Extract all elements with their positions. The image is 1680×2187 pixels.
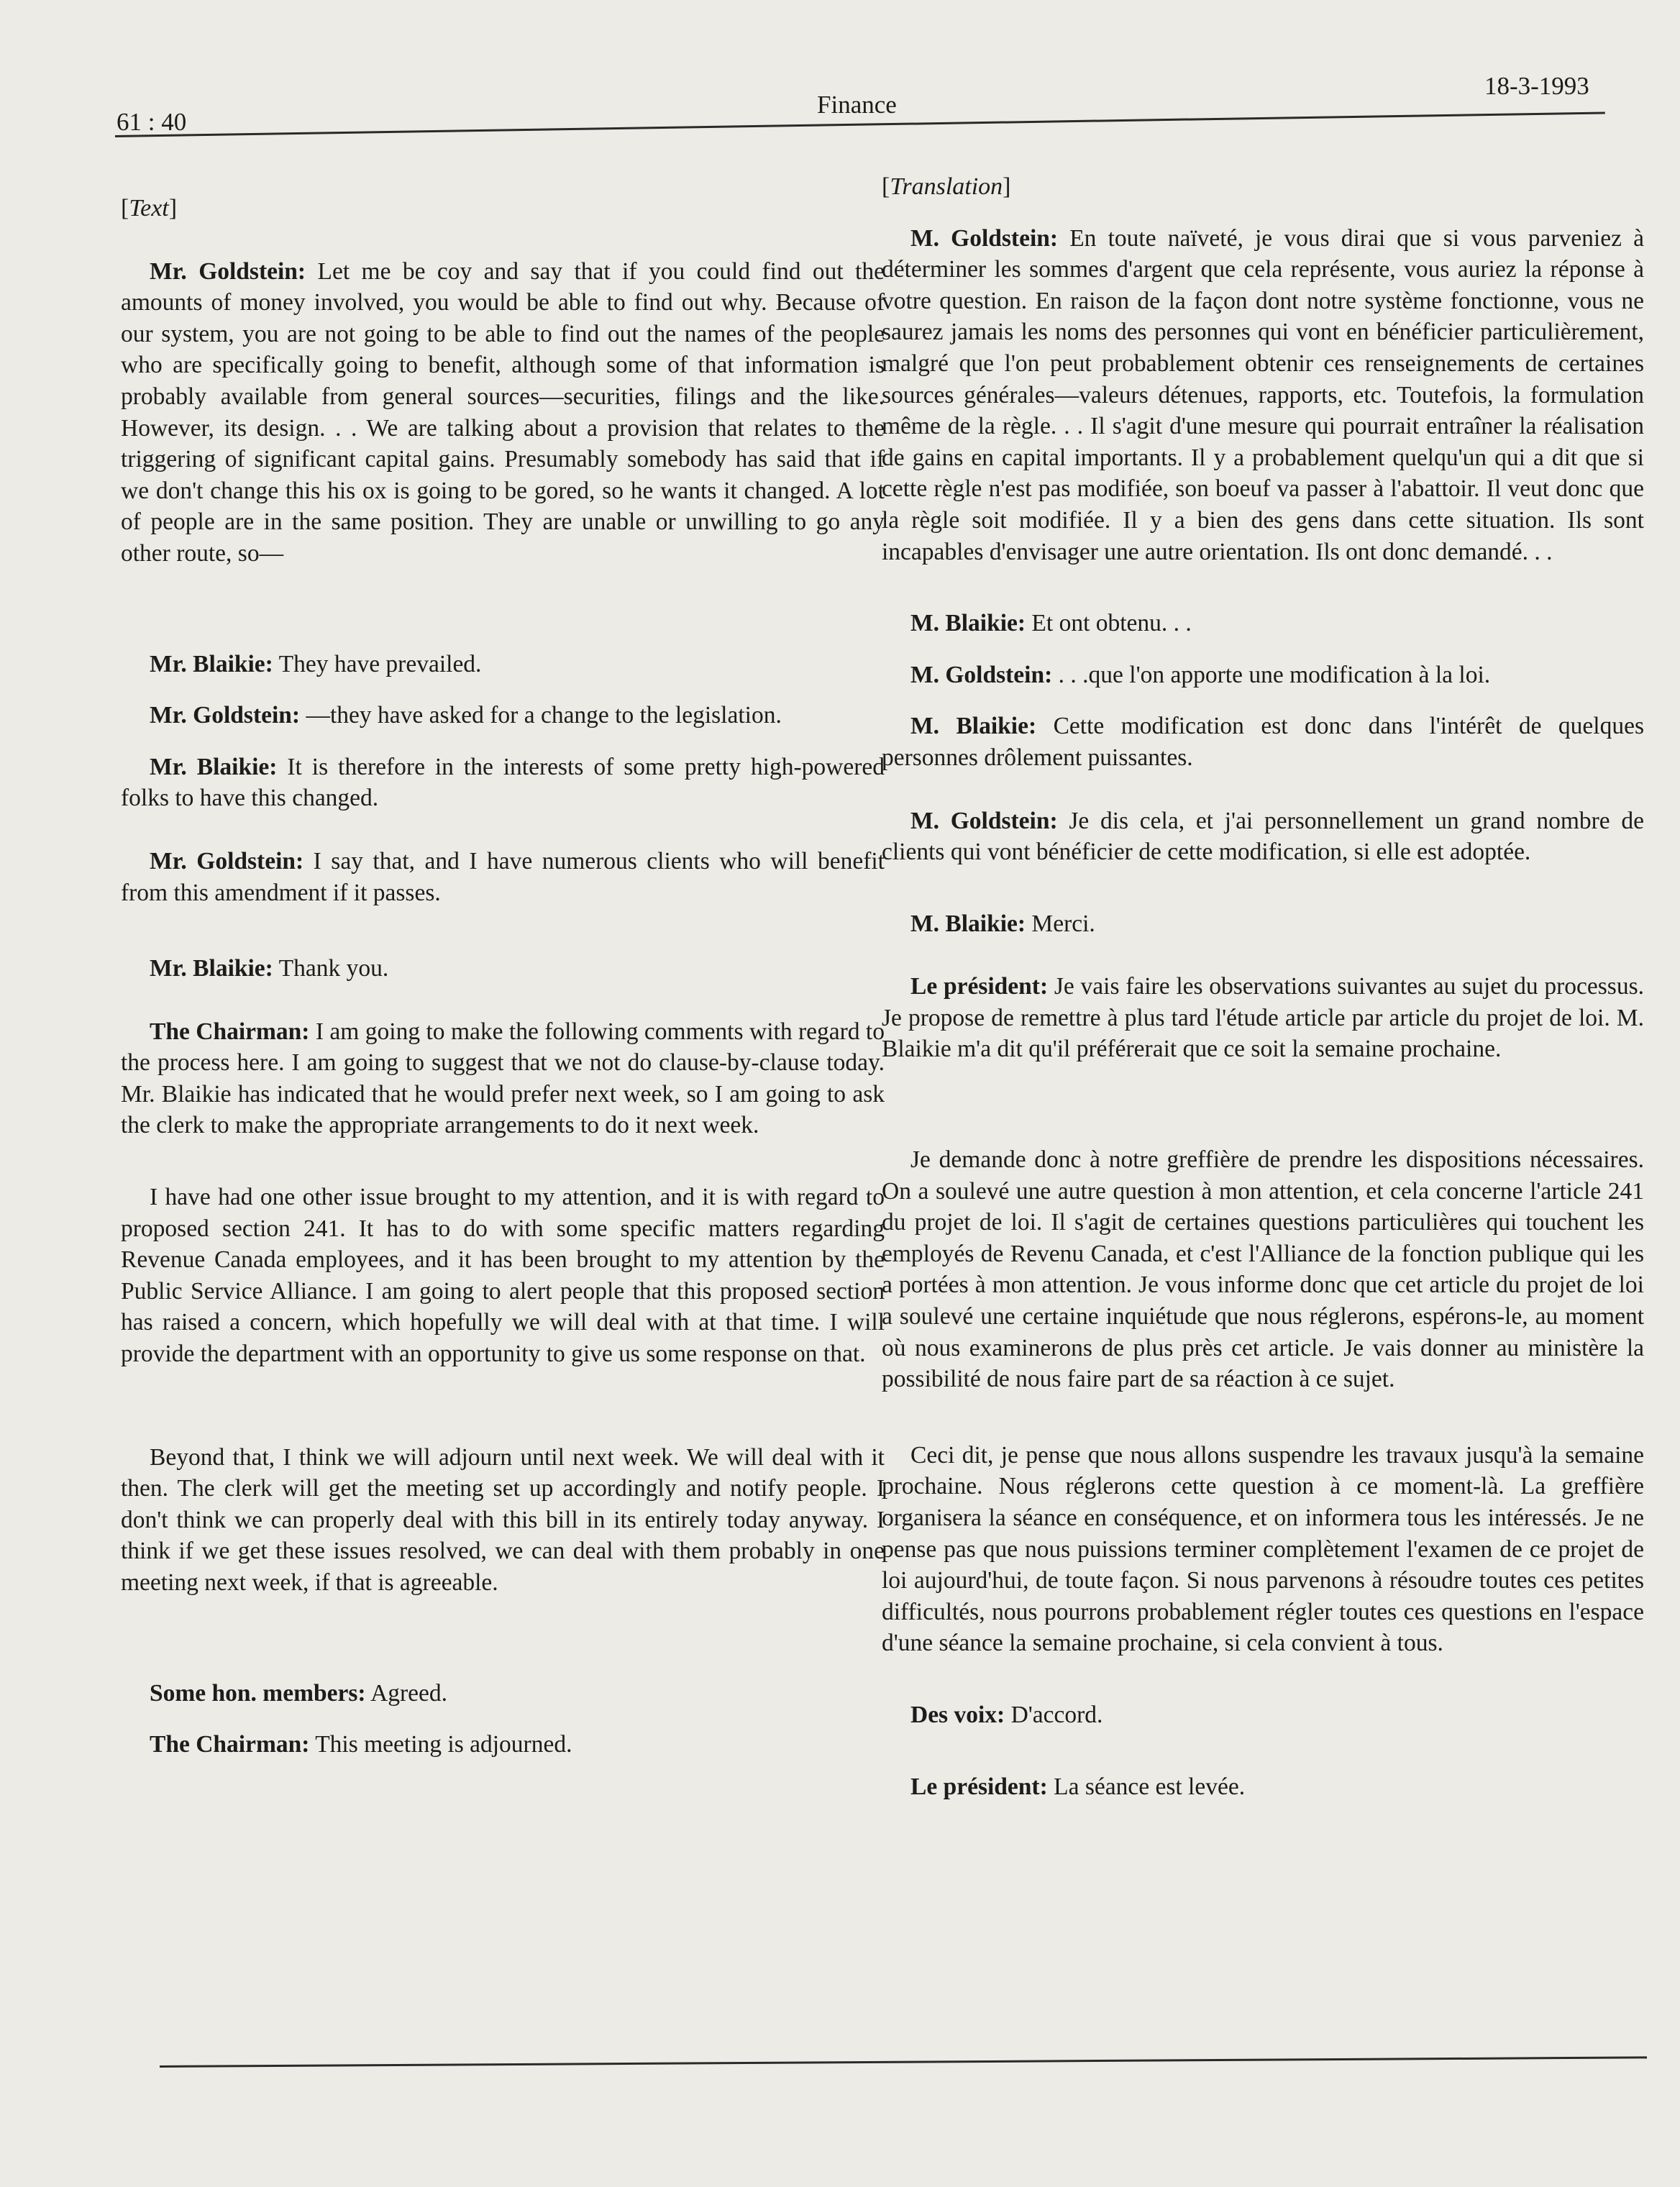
speech-text: Merci. <box>1026 910 1095 937</box>
en-para-4 <box>121 752 885 814</box>
en-para-3 <box>121 700 885 731</box>
fr-para-4 <box>882 711 1644 773</box>
en-para-7 <box>121 1016 885 1141</box>
speech-text: I say that, and I have numerous clients who will benefit from this amendment if it passes. <box>121 847 885 906</box>
speech-text: Je vais faire les observations suivantes au sujet du processus. Je propose de remettre à plus tard l'étude article par article du projet de loi. M. Blaikie m'a dit qu'il préférerait que ce soit la semaine prochaine. <box>882 973 1645 1063</box>
speaker-name: M. Goldstein: <box>910 807 1058 834</box>
en-para-6 <box>121 953 885 985</box>
committee-title: Finance <box>817 91 897 119</box>
speaker-name: M. Blaikie: <box>910 610 1026 637</box>
speaker-name: Some hon. members: <box>150 1679 366 1707</box>
en-para-11 <box>121 1729 885 1761</box>
speech-text: Et ont obtenu. . . <box>1026 610 1192 637</box>
speech-text: I have had one other issue brought to my attention, and it is with regard to proposed section 241. It has to do with some specific matters regarding Revenue Canada employees, and it has been brought to my attention by the Public Service Alliance. I am going to alert people that this proposed section has raised a concern, which hopefully we will deal with at that time. I will provide the department with an opportunity to give us some response on that. <box>121 1184 885 1368</box>
en-para-1 <box>121 256 885 570</box>
page-number: 61 : 40 <box>117 108 187 136</box>
speech-text: D'accord. <box>1005 1701 1103 1728</box>
speaker-name: Mr. Blaikie: <box>150 955 273 982</box>
speaker-name: Mr. Blaikie: <box>150 650 273 677</box>
speaker-name: Mr. Goldstein: <box>150 847 304 875</box>
fr-para-7 <box>882 971 1644 1065</box>
speech-text: This meeting is adjourned. <box>309 1731 572 1758</box>
fr-para-8 <box>882 1144 1644 1395</box>
speaker-name: Mr. Blaikie: <box>150 753 278 780</box>
speaker-name: Mr. Goldstein: <box>150 702 301 729</box>
speech-text: Agreed. <box>365 1679 448 1707</box>
speech-text: It is therefore in the interests of some pretty high-powered folks to have this changed. <box>121 753 885 812</box>
fr-para-9 <box>882 1440 1644 1659</box>
translation-tag: [Translation] <box>882 173 1011 200</box>
french-column <box>882 171 1644 1802</box>
speech-text: Let me be coy and say that if you could find out the amounts of money involved, you would be able to find out why. Because of our system, you are not going to be able to find out the names of the people who are specifically going to benefit, although some of that information is probably available from general sources—securities, filings and the like. However, its design. . . We are talking about a provision that relates to the triggering of significant capital gains. Presumably somebody has said that if we don't change this his ox is going to be gored, so he wants it changed. A lot of people are in the same position. They are unable or unwilling to go any other route, so— <box>121 257 885 567</box>
speech-text: Cette modification est donc dans l'intérêt de quelques personnes drôlement puissantes. <box>882 713 1644 771</box>
fr-para-10 <box>882 1699 1644 1731</box>
speech-text: Je dis cela, et j'ai personnellement un grand nombre de clients qui vont bénéficier de cette modification, si elle est adoptée. <box>882 807 1644 866</box>
speech-text: Beyond that, I think we will adjourn until next week. We will deal with it then. The clerk will get the meeting set up accordingly and notify people. I don't think we can properly deal with this bill in its entirely today anyway. I think if we get these issues resolved, we can deal with them probably in one meeting next week, if that is agreeable. <box>121 1443 885 1596</box>
fr-para-2 <box>882 608 1644 639</box>
speech-text: —they have asked for a change to the legislation. <box>300 702 782 729</box>
speaker-name: The Chairman: <box>150 1731 310 1758</box>
speaker-name: M. Goldstein: <box>910 224 1059 252</box>
speech-text: Thank you. <box>273 955 389 982</box>
en-para-9 <box>121 1442 885 1599</box>
speech-text: I am going to make the following comments with regard to the process here. I am going to suggest that we not do clause-by-clause today. Mr. Blaikie has indicated that he would prefer next week, so I am going to ask the clerk to make the appropriate arrangements to do it next week. <box>121 1018 885 1139</box>
en-para-8 <box>121 1182 885 1370</box>
fr-para-5 <box>882 805 1644 868</box>
speech-text: They have prevailed. <box>273 650 482 677</box>
speaker-name: Le président: <box>910 1773 1048 1800</box>
speaker-name: Des voix: <box>910 1701 1005 1728</box>
speech-text: La séance est levée. <box>1047 1773 1246 1800</box>
speech-text: Ceci dit, je pense que nous allons suspendre les travaux jusqu'à la semaine prochaine. Nous réglerons cette question à ce moment-là. La greffière organisera la séance en conséquence, et on informera tous les intéressés. Je ne pense pas que nous puissions terminer complètement l'examen de ce projet de loi aujourd'hui, de toute façon. Si nous parvenons à résoudre toutes ces petites difficultés, nous pourrons probablement régler toutes ces questions en l'espace d'une séance la semaine prochaine, si cela convient à tous. <box>882 1441 1644 1657</box>
speech-text: . . .que l'on apporte une modification à la loi. <box>1052 661 1491 688</box>
speech-text: Je demande donc à notre greffière de prendre les dispositions nécessaires. On a soulevé une autre question à mon attention, et cela concerne l'article 241 du projet de loi. Il s'agit de certaines questions particulières qui touchent les employés de Revenu Canada, et c'est l'Alliance de la fonction publique qui les a portées à mon attention. Je vous informe donc que cet article du projet de loi a soulevé une certaine inquiétude que nous réglerons, espérons-le, au moment où nous examinerons de plus près cet article. Je vais donner au ministère la possibilité de nous faire part de sa réaction à ce sujet. <box>882 1146 1644 1393</box>
fr-para-6 <box>882 908 1644 940</box>
speaker-name: M. Blaikie: <box>910 910 1026 937</box>
speech-text: En toute naïveté, je vous dirai que si vous parveniez à déterminer les sommes d'argent que cela représente, vous auriez la réponse à votre question. En raison de la façon dont notre système fonctionne, vous ne saurez jamais les noms des personnes qui vont en bénéficier particulièrement, malgré que l'on peut probablement obtenir ces renseignements de certaines sources générales—valeurs détenues, rapports, etc. Toutefois, la formulation même de la règle. . . Il s'agit d'une mesure qui pourrait entraîner la réalisation de gains en capital importants. Il y a probablement quelqu'un qui a dit que si cette règle n'est pas modifiée, son boeuf va passer à l'abattoir. Il veut donc que la règle soit modifiée. Il y a bien des gens dans cette situation. Ils sont incapables d'envisager une autre orientation. Ils ont donc demandé. . . <box>882 224 1644 565</box>
speaker-name: M. Blaikie: <box>910 713 1037 740</box>
en-para-10 <box>121 1678 885 1709</box>
speaker-name: M. Goldstein: <box>910 661 1053 688</box>
speaker-name: Le président: <box>910 973 1049 1000</box>
text-tag: [Text] <box>121 195 178 222</box>
speaker-name: Mr. Goldstein: <box>150 257 306 285</box>
speaker-name: The Chairman: <box>150 1018 310 1045</box>
fr-para-11 <box>882 1771 1644 1803</box>
en-para-2 <box>121 649 885 680</box>
fr-para-1 <box>882 223 1644 568</box>
english-column <box>121 193 885 1761</box>
sitting-date: 18-3-1993 <box>1484 72 1589 100</box>
fr-para-3 <box>882 659 1644 691</box>
footer-rule <box>160 2056 1647 2068</box>
en-para-5 <box>121 846 885 908</box>
